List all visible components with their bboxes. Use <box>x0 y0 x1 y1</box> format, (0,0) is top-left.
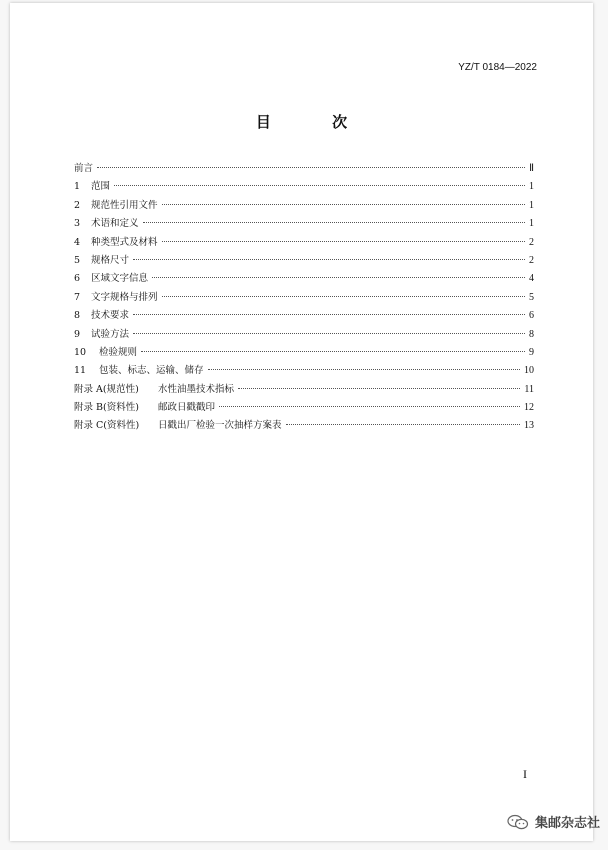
toc-entry-page: 1 <box>529 181 534 193</box>
toc-entry-page: 1 <box>529 199 534 211</box>
toc-entry-number: 3 <box>74 218 81 230</box>
toc-leader <box>143 222 525 223</box>
toc-entry[interactable] <box>74 270 534 288</box>
toc-entry-number: 附录 A(规范性) <box>74 383 139 395</box>
toc-leader <box>133 333 525 334</box>
toc-entry-number: 附录 B(资料性) <box>74 402 139 414</box>
toc-entry-page: 4 <box>529 273 534 285</box>
toc-entry-page: 12 <box>524 402 534 414</box>
toc-entry[interactable] <box>74 344 534 362</box>
toc-entry-title: 试验方法 <box>91 328 130 340</box>
toc-entry-title: 规格尺寸 <box>91 254 130 266</box>
toc-entry[interactable] <box>74 289 534 307</box>
toc-leader <box>162 204 525 205</box>
standard-code: YZ/T 0184—2022 <box>458 62 537 73</box>
toc-leader <box>141 351 525 352</box>
toc-entry-title: 范围 <box>91 181 111 193</box>
toc-entry-number: 11 <box>74 365 87 377</box>
toc-leader <box>162 296 525 297</box>
toc-entry-title: 技术要求 <box>91 310 130 322</box>
toc-entry-title: 规范性引用文件 <box>91 199 158 211</box>
toc-leader <box>114 185 525 186</box>
toc-entry[interactable] <box>74 160 534 178</box>
page-title: 目 次 <box>255 113 376 131</box>
toc-entry[interactable] <box>74 215 534 233</box>
toc-entry-number: 10 <box>74 346 87 358</box>
document-page <box>10 3 593 841</box>
toc-entry-number: 4 <box>74 236 81 248</box>
toc-entry[interactable] <box>74 252 534 270</box>
toc-entry[interactable] <box>74 197 534 215</box>
toc-entry[interactable] <box>74 307 534 325</box>
toc-entry[interactable] <box>74 178 534 196</box>
toc-leader <box>219 406 520 407</box>
toc-entry-page: 11 <box>524 383 534 395</box>
toc-entry-number: 6 <box>74 273 81 285</box>
wechat-icon <box>507 814 529 830</box>
toc-entry-page: 9 <box>529 346 534 358</box>
toc-entry-page: 6 <box>529 310 534 322</box>
toc-entry-title: 包装、标志、运输、储存 <box>99 365 204 377</box>
toc-entry-title: 文字规格与排列 <box>91 291 158 303</box>
toc-entry-page: 8 <box>529 328 534 340</box>
watermark-text: 集邮杂志社 <box>534 816 600 831</box>
toc-entry-page: 5 <box>529 291 534 303</box>
toc-entry[interactable] <box>74 399 534 417</box>
toc-entry-number: 2 <box>74 199 81 211</box>
toc-entry-page: 2 <box>529 236 534 248</box>
watermark <box>507 812 600 831</box>
table-of-contents <box>74 160 534 436</box>
toc-entry-number: 附录 C(资料性) <box>74 420 140 432</box>
toc-leader <box>208 369 520 370</box>
toc-entry-page: Ⅱ <box>529 163 534 174</box>
toc-entry-number: 5 <box>74 254 81 266</box>
toc-entry-number: 1 <box>74 181 81 193</box>
toc-entry-number: 7 <box>74 291 81 303</box>
toc-leader <box>286 424 520 425</box>
toc-entry-page: 10 <box>524 365 534 377</box>
toc-leader <box>238 388 520 389</box>
toc-leader <box>133 259 525 260</box>
toc-leader <box>162 241 525 242</box>
toc-entry-title: 日戳出厂检验一次抽样方案表 <box>158 420 282 432</box>
toc-entry-number: 8 <box>74 310 81 322</box>
toc-leader <box>133 314 525 315</box>
toc-entry-title: 检验规则 <box>99 346 138 358</box>
toc-entry[interactable] <box>74 417 534 435</box>
toc-entry-title: 术语和定义 <box>91 218 139 230</box>
toc-entry-title: 前言 <box>74 163 94 174</box>
toc-entry-number: 9 <box>74 328 81 340</box>
page-number: I <box>523 767 527 781</box>
toc-leader <box>97 167 525 168</box>
toc-entry-title: 水性油墨技术指标 <box>158 383 235 395</box>
toc-entry[interactable] <box>74 326 534 344</box>
toc-entry[interactable] <box>74 381 534 399</box>
toc-entry-page: 13 <box>524 420 534 432</box>
toc-entry-page: 2 <box>529 254 534 266</box>
toc-entry-title: 种类型式及材料 <box>91 236 158 248</box>
toc-leader <box>152 277 525 278</box>
toc-entry[interactable] <box>74 362 534 380</box>
toc-entry[interactable] <box>74 234 534 252</box>
toc-entry-title: 邮政日戳戳印 <box>158 402 216 414</box>
toc-entry-page: 1 <box>529 218 534 230</box>
toc-entry-title: 区域文字信息 <box>91 273 149 285</box>
